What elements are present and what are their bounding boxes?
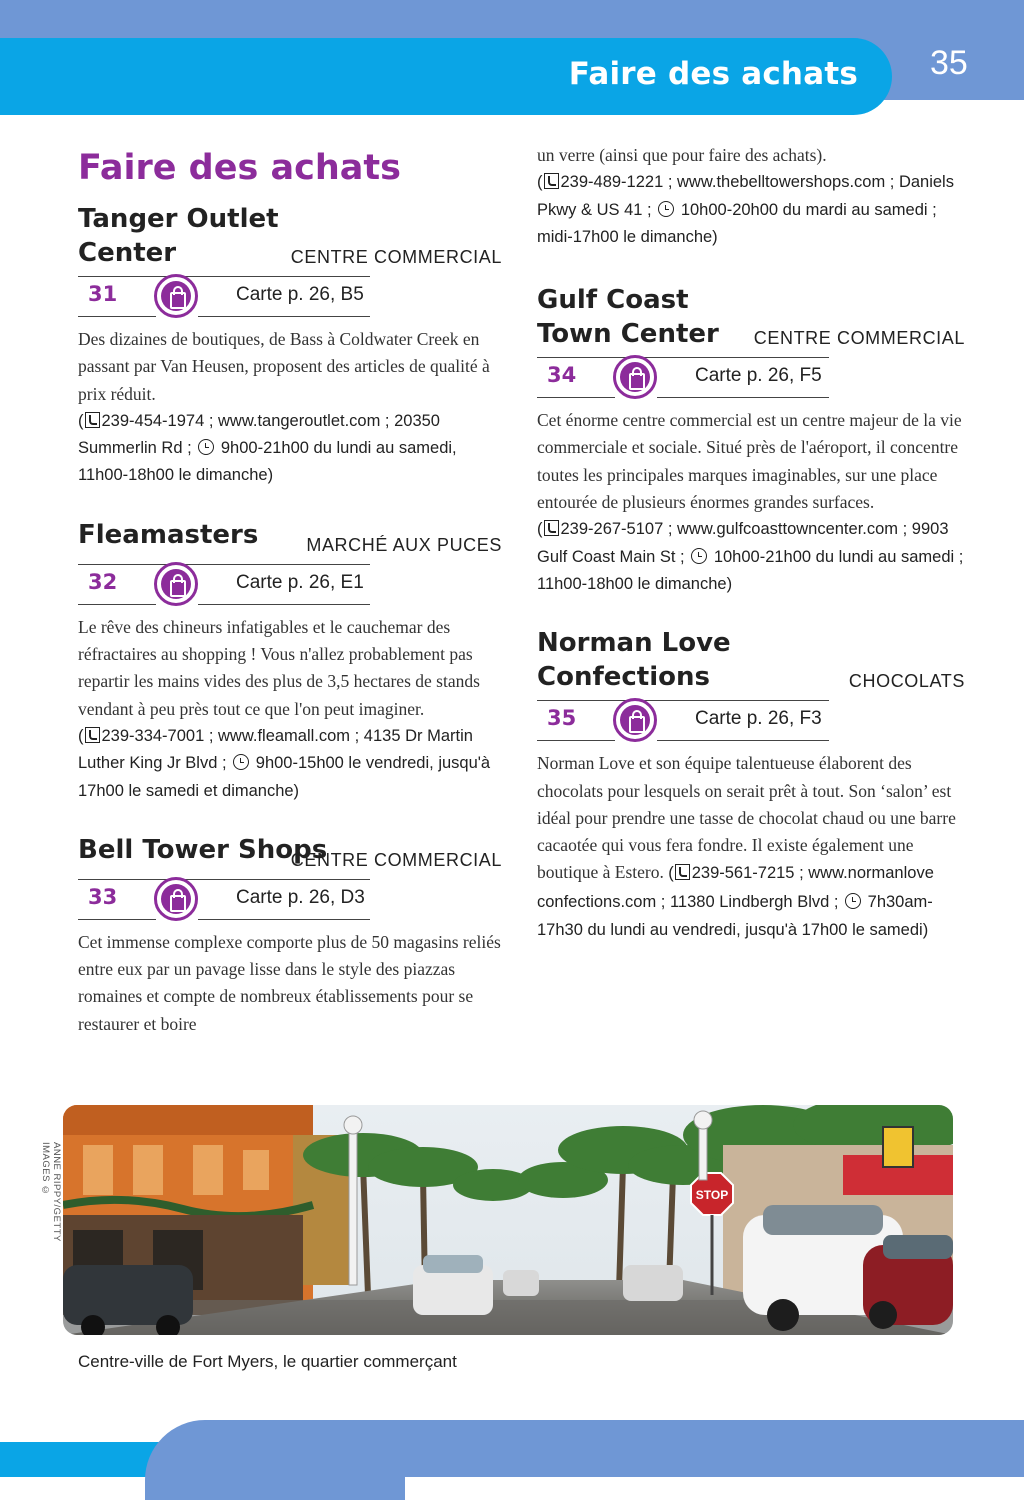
map-reference: Carte p. 26, B5	[236, 284, 364, 305]
entry-name: Fleamasters	[78, 519, 259, 550]
entry-info: ( 239-454-1974 ; www.tangeroutlet.com ; 20350 Summerlin Rd ; 9h00-21h00 du lundi au samedi, 11h00-18h00 le dimanche)	[78, 411, 457, 485]
street-scene	[63, 1105, 953, 1335]
map-number: 32	[88, 569, 118, 594]
section-title: Faire des achats	[78, 148, 401, 188]
entry-name-line2: Town Center	[537, 319, 719, 350]
entry-hours: 10h00-20h00 du mardi au samedi ; midi-17h00 le dimanche)	[537, 200, 937, 246]
map-reference: Carte p. 26, F5	[695, 365, 822, 387]
clock-icon	[658, 201, 674, 217]
clock-icon	[845, 893, 861, 909]
map-reference-row	[78, 564, 370, 608]
entry-name	[78, 202, 279, 270]
photo-caption: Centre-ville de Fort Myers, le quartier commerçant	[78, 1352, 457, 1371]
stop-sign-label: STOP	[695, 1188, 729, 1202]
entry-category: CENTRE COMMERCIAL	[753, 328, 965, 349]
entry-bell-tower-cont	[537, 142, 965, 251]
entry-hours: 9h00-21h00 du lundi au samedi, 11h00-18h00 le dimanche)	[78, 439, 457, 485]
left-column	[78, 140, 502, 1066]
entry-name	[537, 626, 731, 694]
map-reference-row	[537, 357, 829, 401]
shopping-bag-icon	[613, 355, 657, 399]
entry-hours: 7h30am-17h30 du lundi au vendredi, jusqu'à 17h00 le samedi)	[537, 892, 933, 940]
entry-category: CHOCOLATS	[848, 671, 965, 692]
map-reference: Carte p. 26, D3	[236, 886, 365, 908]
entry-address: ; www.normanlove confections.com ; 11380 Lindbergh Blvd ;	[537, 864, 934, 911]
entry-phone: 239-489-1221	[560, 173, 664, 192]
entry-info: ( 239-267-5107 ; www.gulfcoasttowncenter.com ; 9903 Gulf Coast Main St ; 10h00-21h00 du lundi au samedi ; 11h00-18h00 le dimanche)	[537, 520, 964, 593]
entry-phone: 239-267-5107	[560, 520, 664, 539]
header-bar	[0, 38, 892, 115]
shopping-bag-icon	[154, 274, 198, 318]
entry-address: ; www.tangeroutlet.com ; 20350 Summerlin Rd ;	[78, 411, 440, 458]
entry-description-text: Norman Love et son équipe talentueuse élaborent des chocolats pour lesquels on serait prêt à tout. Son ‘salon’ est idéal pour prendre une tasse de chocolat chaud ou une barre cacaotée qui vous fera fondre. Il existe également une boutique à Estero.	[537, 753, 956, 883]
entry-norman-love	[537, 626, 965, 944]
entry-hours: 9h00-15h00 le vendredi, jusqu'à 17h00 le samedi et dimanche)	[78, 754, 491, 800]
entry-description-continued: un verre (ainsi que pour faire des achats).	[537, 145, 827, 165]
entry-bell-tower	[78, 833, 502, 1038]
clock-icon	[691, 548, 707, 564]
entry-description: Norman Love et son équipe talentueuse élaborent des chocolats pour lesquels on serait prêt à tout. Son ‘salon’ est idéal pour prendre une tasse de chocolat chaud ou une barre cacaotée qui vous fera fondre. Il existe également une boutique à Estero. ( 239-561-7215 ; www.normanlove confections.com ; 11380 Lindbergh Blvd ; 7h30am-17h30 du lundi au vendredi, jusqu'à 17h00 le samedi)	[537, 753, 956, 940]
map-reference-row	[78, 276, 370, 320]
entry-address: ; www.gulfcoasttowncenter.com ; 9903 Gulf Coast Main St ;	[537, 520, 949, 566]
clock-icon	[233, 754, 249, 770]
entry-address: ; www.thebelltowershops.com ; Daniels Pkwy & US 41 ;	[537, 173, 954, 219]
entry-description: Le rêve des chineurs infatigables et le cauchemar des réfractaires au shopping ! Vous n'allez probablement pas repartir les mains vides des plus de 3,5 hectares de stands vendant à peu près tout ce que l'on peut imaginer.	[78, 616, 480, 719]
street-photo	[63, 1105, 953, 1335]
entry-name-line2: Center	[78, 238, 177, 268]
phone-icon	[544, 520, 559, 536]
entry-hours: 10h00-21h00 du lundi au samedi ; 11h00-18h00 le dimanche)	[537, 547, 964, 593]
entry-fleamasters	[78, 518, 502, 805]
map-number: 35	[547, 706, 577, 731]
phone-icon	[85, 727, 100, 743]
shopping-bag-icon	[154, 562, 198, 606]
entry-tanger	[78, 202, 502, 490]
right-column	[537, 140, 965, 972]
phone-icon	[675, 864, 690, 880]
entry-category: MARCHÉ AUX PUCES	[306, 534, 502, 555]
entry-category: CENTRE COMMERCIAL	[290, 247, 502, 267]
entry-name-line2: Confections	[537, 662, 710, 693]
entry-description: Des dizaines de boutiques, de Bass à Coldwater Creek en passant par Van Heusen, proposent des articles de qualité à prix réduit.	[78, 329, 490, 404]
header-title: Faire des achats	[568, 56, 858, 92]
shopping-bag-icon	[613, 698, 657, 742]
entry-info: ( 239-334-7001 ; www.fleamall.com ; 4135 Dr Martin Luther King Jr Blvd ; 9h00-15h00 le vendredi, jusqu'à 17h00 le samedi et dimanche)	[78, 726, 491, 800]
entry-name	[537, 283, 719, 351]
entry-description: Cet immense complexe comporte plus de 50 magasins reliés entre eux par un pavage lisse dans le style des piazzas romaines et compte de nombreux établissements pour se restaurer et boire	[78, 931, 501, 1034]
entry-phone: 239-561-7215	[691, 864, 795, 883]
footer-curve	[145, 1420, 405, 1500]
map-reference: Carte p. 26, F3	[695, 708, 822, 730]
phone-icon	[85, 412, 100, 428]
map-reference-row	[537, 700, 829, 744]
entry-name-line1: Gulf Coast	[537, 285, 689, 316]
map-number: 31	[88, 282, 118, 306]
map-reference-row	[78, 879, 370, 923]
map-number: 34	[547, 363, 577, 388]
entry-phone: 239-454-1974	[101, 411, 205, 430]
entry-info: ( 239-489-1221 ; www.thebelltowershops.com ; Daniels Pkwy & US 41 ; 10h00-20h00 du mardi au samedi ; midi-17h00 le dimanche)	[537, 173, 954, 246]
page-number: 35	[930, 44, 968, 82]
clock-icon	[198, 439, 214, 455]
map-number: 33	[88, 884, 118, 909]
photo-credit: ANNE RIPPY/GETTY IMAGES ©	[40, 1142, 62, 1242]
entry-phone: 239-334-7001	[101, 726, 205, 745]
map-reference: Carte p. 26, E1	[236, 571, 364, 593]
entry-name-line1: Tanger Outlet	[78, 204, 279, 234]
entry-description: Cet énorme centre commercial est un centre majeur de la vie commerciale et sociale. Situé près de l'aéroport, il concentre toutes les principales marques imaginables, sur une place entourée de plusieurs énormes grandes surfaces.	[537, 410, 962, 513]
entry-name-line1: Norman Love	[537, 628, 731, 659]
phone-icon	[544, 173, 559, 189]
shopping-bag-icon	[154, 877, 198, 921]
entry-category: CENTRE COMMERCIAL	[290, 849, 502, 870]
entry-name: Bell Tower Shops	[78, 834, 328, 865]
entry-gulf-coast	[537, 283, 965, 598]
entry-address: ; www.fleamall.com ; 4135 Dr Martin Luther King Jr Blvd ;	[78, 726, 473, 773]
